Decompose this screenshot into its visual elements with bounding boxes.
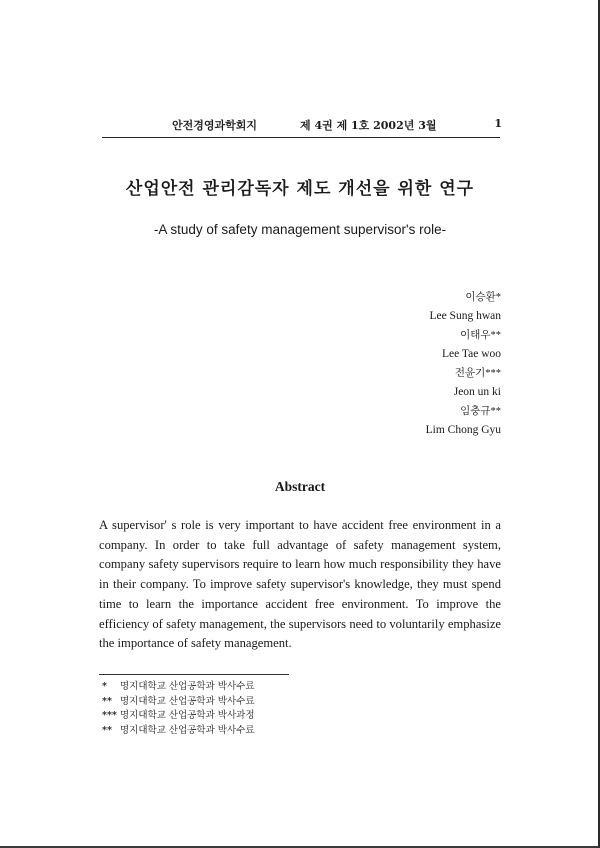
paper-title-korean: 산업안전 관리감독자 제도 개선을 위한 연구 — [125, 179, 475, 199]
footnote-mark: * — [102, 681, 107, 692]
header-divider — [102, 137, 500, 138]
running-header — [172, 117, 502, 133]
footnote-text: 명지대학교 산업공학과 박사수료 — [120, 681, 255, 692]
footnotes — [102, 680, 255, 738]
author-name-english: Lee Sung hwan — [429, 310, 501, 322]
footnote — [102, 680, 255, 695]
paper-title-english: -A study of safety management supervisor's role- — [153, 222, 447, 237]
author-name-korean: 전윤기*** — [454, 368, 501, 379]
footnote-mark: *** — [102, 710, 117, 721]
author-name-korean: 이태우** — [460, 330, 501, 341]
issue-info: 제 4권 제 1호 2002년 3월 — [300, 119, 437, 132]
footnote-mark: ** — [102, 724, 112, 736]
journal-name: 안전경영과학회지 — [172, 119, 258, 132]
footnote-mark: ** — [102, 695, 112, 707]
footnote-text: 명지대학교 산업공학과 박사수료 — [120, 724, 255, 736]
author-list — [426, 288, 501, 440]
page-number: 1 — [494, 117, 502, 130]
author-name-korean: 임충규** — [460, 406, 501, 417]
footnote — [102, 724, 255, 739]
footnote — [102, 709, 255, 724]
author-name-english: Lee Tae woo — [441, 348, 501, 360]
footnote-divider — [99, 674, 289, 675]
footnote-text: 명지대학교 산업공학과 박사수료 — [120, 695, 255, 707]
abstract-heading: Abstract — [274, 479, 326, 494]
author-name-english: Lim Chong Gyu — [425, 424, 501, 436]
abstract-body: A supervisor' s role is very important to have accident free environment in a company. In order to take full advantage of safety management system, company safety supervisors require to learn how much responsibility they have in their company. To improve safety supervisor's knowledge, they must spend time to learn the importance accident free environment. To improve the efficiency of safety management, the supervisors need to voluntarily emphasize the importance of safety management. — [99, 518, 501, 651]
footnote — [102, 695, 255, 710]
footnote-text: 명지대학교 산업공학과 박사과정 — [120, 710, 255, 721]
author-name-korean: 이승환* — [465, 292, 501, 303]
author-name-english: Jeon un ki — [453, 386, 501, 398]
